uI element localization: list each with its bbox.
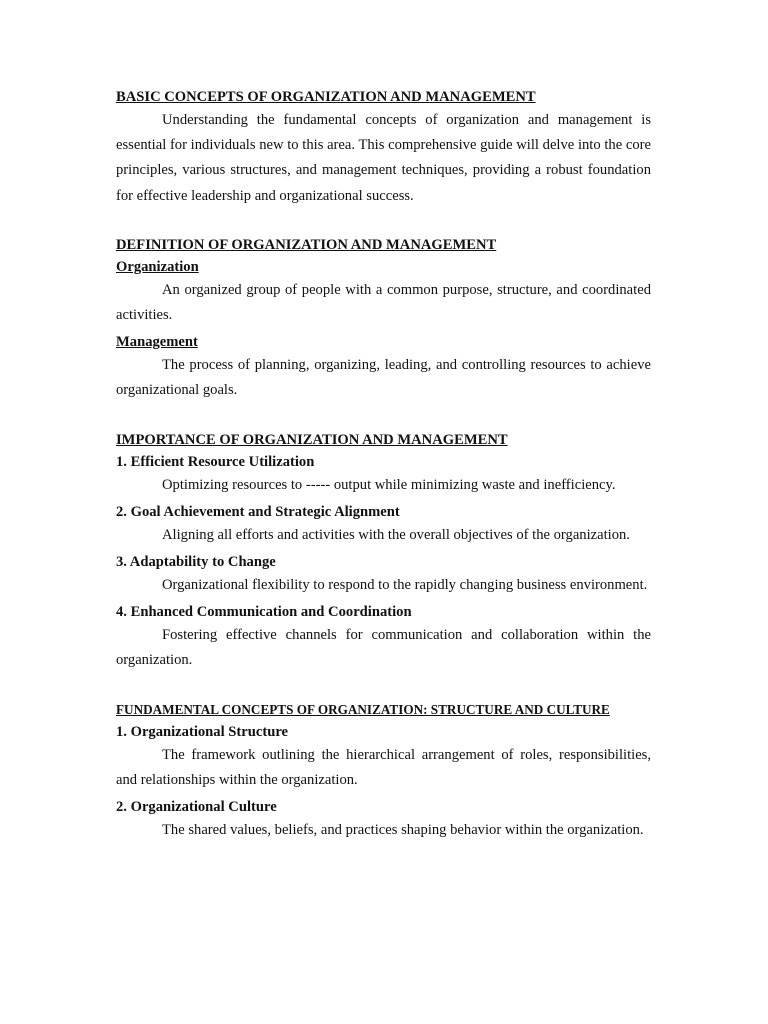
definition-text: An organized group of people with a common purpose, structure, and coordinated activities. (116, 281, 651, 324)
list-item (116, 796, 651, 843)
section-heading: DEFINITION OF ORGANIZATION AND MANAGEMENT (116, 236, 497, 253)
list-item-title: 3. Adaptability to Change (116, 554, 276, 571)
definition-term: Management (116, 334, 198, 351)
list-item-text: Organizational flexibility to respond to the rapidly changing business environment. (162, 577, 648, 594)
intro-paragraph: Understanding the fundamental concepts of organization and management is essential for individuals new to this area. This comprehensive guide will delve into the core principles, various structures, and management techniques, providing a robust foundation for effective leadership and organizational success. (116, 112, 651, 204)
list-item-title: 2. Organizational Culture (116, 799, 277, 816)
list-item-text: Aligning all efforts and activities with the overall objectives of the organization. (162, 526, 630, 543)
list-item-title: 1. Organizational Structure (116, 723, 289, 740)
definition-item-management (116, 331, 651, 403)
section-heading: BASIC CONCEPTS OF ORGANIZATION AND MANAGEMENT (116, 89, 536, 105)
list-item (116, 551, 651, 598)
list-item-title: 2. Goal Achievement and Strategic Alignment (116, 503, 400, 520)
list-item (116, 601, 651, 673)
section-importance (116, 429, 651, 674)
list-item-text: The framework outlining the hierarchical arrangement of roles, responsibilities, and relationships within the organization. (116, 746, 651, 788)
section-basic-concepts (116, 86, 651, 209)
section-heading: FUNDAMENTAL CONCEPTS OF ORGANIZATION: STRUCTURE AND CULTURE (116, 701, 610, 717)
list-item-title: 1. Efficient Resource Utilization (116, 453, 315, 470)
list-item-text: Optimizing resources to ----- output while minimizing waste and inefficiency. (162, 476, 616, 493)
list-item (116, 451, 651, 498)
section-fundamental-concepts (116, 699, 651, 844)
section-definition (116, 234, 651, 404)
definition-item-organization (116, 256, 651, 328)
definition-text: The process of planning, organizing, leading, and controlling resources to achieve organizational goals. (116, 357, 651, 399)
list-item-text: The shared values, beliefs, and practices shaping behavior within the organization. (162, 822, 644, 839)
list-item (116, 721, 651, 793)
definition-term: Organization (116, 258, 199, 275)
list-item-text: Fostering effective channels for communication and collaboration within the organization. (116, 627, 651, 669)
list-item (116, 501, 651, 548)
list-item-title: 4. Enhanced Communication and Coordination (116, 604, 412, 621)
section-heading: IMPORTANCE OF ORGANIZATION AND MANAGEMENT (116, 431, 508, 448)
